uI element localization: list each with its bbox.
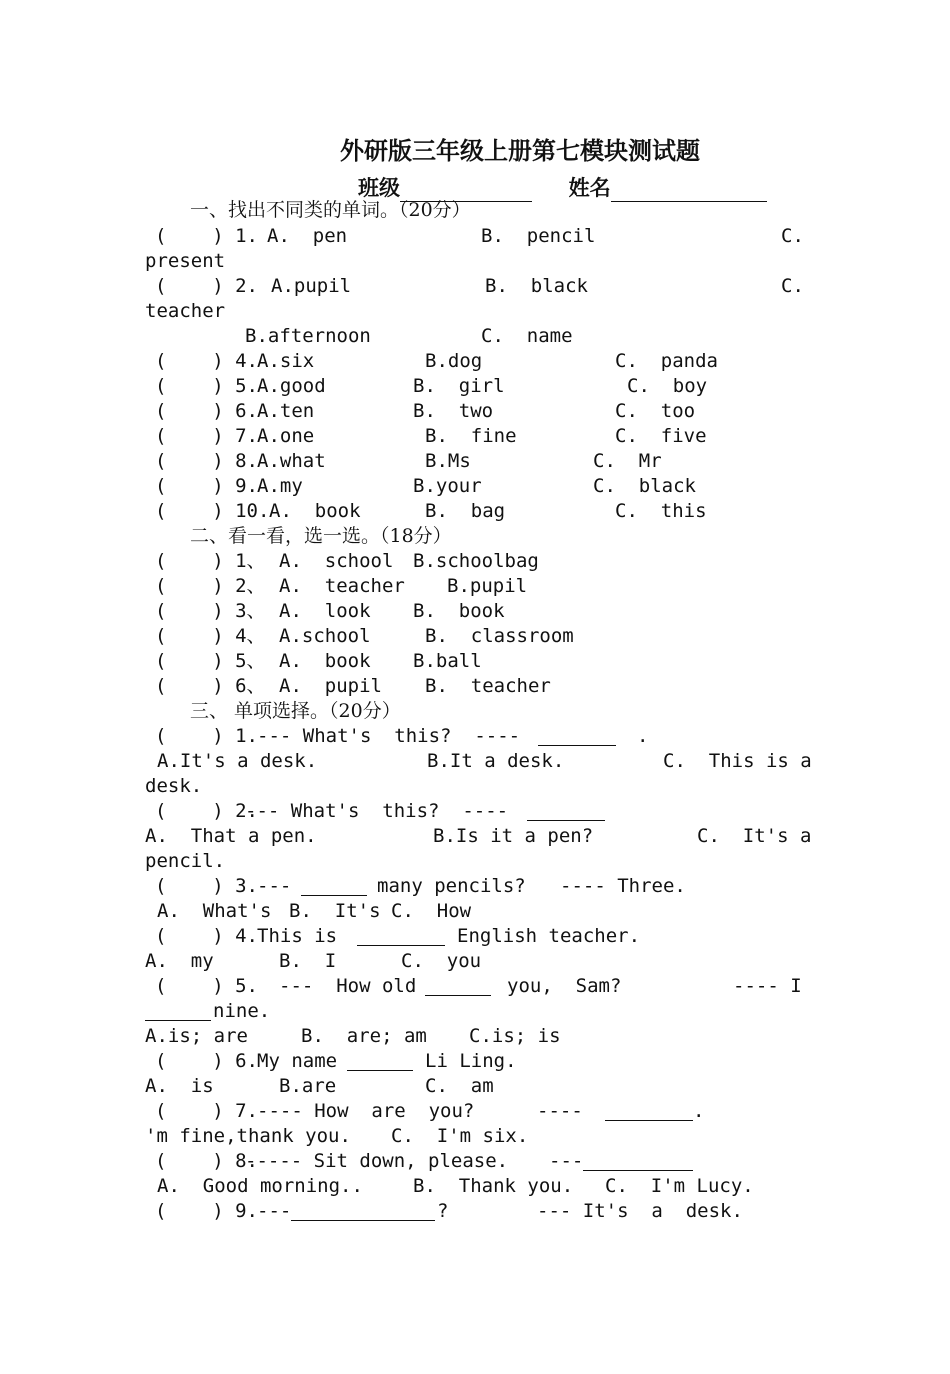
answer-blank[interactable]	[425, 977, 491, 996]
s3-question-5: ( ) 5. --- How old you, Sam? ---- I	[155, 975, 802, 997]
s3-question-9: ( ) 9. --- ? --- It's a desk.	[155, 1200, 743, 1222]
s1-question-9: ( ) 9. A.my B.your C. black	[155, 475, 696, 497]
s3-question-3: ( ) 3. --- many pencils? ---- Three.	[155, 875, 686, 897]
s3-question-1-options: A.It's a desk. B.It a desk. C. This is a	[157, 750, 812, 772]
s3-question-3-options: A. What's B. It's C. How	[157, 900, 472, 922]
s1-question-3: B.afternoon C. name	[245, 325, 573, 347]
answer-blank[interactable]	[357, 927, 445, 946]
s3-question-4-options: A. my B. I C. you	[145, 950, 482, 972]
answer-blank[interactable]	[605, 1102, 693, 1121]
page-title: 外研版三年级上册第七模块测试题	[340, 136, 700, 165]
s1-question-1: ( ) 1. A. pen B. pencil C.	[155, 225, 804, 247]
s3-question-6-options: A. is B.are C. am	[145, 1075, 494, 1097]
answer-blank[interactable]	[291, 1202, 435, 1221]
section-3-heading: 三、 单项选择。（20分）	[190, 700, 401, 722]
s1-question-6: ( ) 6. A.ten B. two C. too	[155, 400, 696, 422]
s2-question-2: ( ) 2、 A. teacher B.pupil	[155, 575, 528, 597]
s3-question-8-options: A. Good morning.. B. Thank you. C. I'm Lucy.	[157, 1175, 754, 1197]
answer-blank[interactable]	[301, 877, 367, 896]
class-label: 班级	[358, 175, 400, 200]
section-1-heading: 一、找出不同类的单词。（20分）	[190, 199, 471, 221]
answer-blank[interactable]	[538, 727, 616, 746]
s1-question-4: ( ) 4. A.six B.dog C. panda	[155, 350, 718, 372]
s3-question-2: ( ) 2. --- What's this? ----	[145, 799, 810, 824]
s3-question-2-wrap: pencil.	[145, 850, 226, 872]
answer-blank[interactable]	[527, 802, 605, 821]
s1-question-10: ( ) 10. A. book B. bag C. this	[155, 500, 707, 522]
s2-question-3: ( ) 3、 A. look B. book	[155, 600, 505, 622]
section-2-heading: 二、看一看，选一选。（18分）	[190, 525, 452, 547]
s1-question-2: ( ) 2. A.pupil B. black C.	[155, 275, 804, 297]
s2-question-1: ( ) 1、 A. school B.schoolbag	[155, 550, 539, 572]
s1-question-1-wrap: present	[145, 250, 226, 272]
student-info	[358, 172, 767, 200]
s3-question-1-wrap: desk.	[145, 775, 203, 797]
s3-question-7: ( ) 7. ---- How are you? ---- .	[155, 1100, 705, 1122]
s3-question-4: ( ) 4. This is English teacher.	[155, 925, 641, 947]
answer-blank[interactable]	[145, 1002, 211, 1021]
s1-question-7: ( ) 7. A.one B. fine C. five	[155, 425, 707, 447]
s1-question-5: ( ) 5. A.good B. girl C. boy	[155, 375, 708, 397]
s2-question-4: ( ) 4、 A.school B. classroom	[155, 625, 574, 647]
s2-question-6: ( ) 6、 A. pupil B. teacher	[155, 675, 551, 697]
s3-question-1: ( ) 1. --- What's this? ---- .	[155, 725, 649, 747]
answer-blank[interactable]	[347, 1052, 413, 1071]
s3-question-8: ( ) 8. ----- Sit down, please. ---	[145, 1149, 810, 1174]
s3-question-7-options: 'm fine,thank you. C. I'm six.	[145, 1125, 529, 1147]
name-label: 姓名	[568, 175, 611, 200]
s3-question-6: ( ) 6. My name Li Ling.	[155, 1050, 517, 1072]
answer-blank[interactable]	[583, 1152, 693, 1171]
s3-question-2-options: A. That a pen. B.Is it a pen? C. It's a	[145, 825, 812, 847]
s1-question-8: ( ) 8. A.what B.Ms C. Mr	[155, 450, 662, 472]
s3-question-5-options: A.is; are B. are; am C.is; is	[145, 1025, 561, 1047]
s2-question-5: ( ) 5、 A. book B.ball	[155, 650, 482, 672]
s3-question-5-wrap: nine.	[145, 999, 810, 1024]
s1-question-2-wrap: teacher	[145, 300, 226, 322]
